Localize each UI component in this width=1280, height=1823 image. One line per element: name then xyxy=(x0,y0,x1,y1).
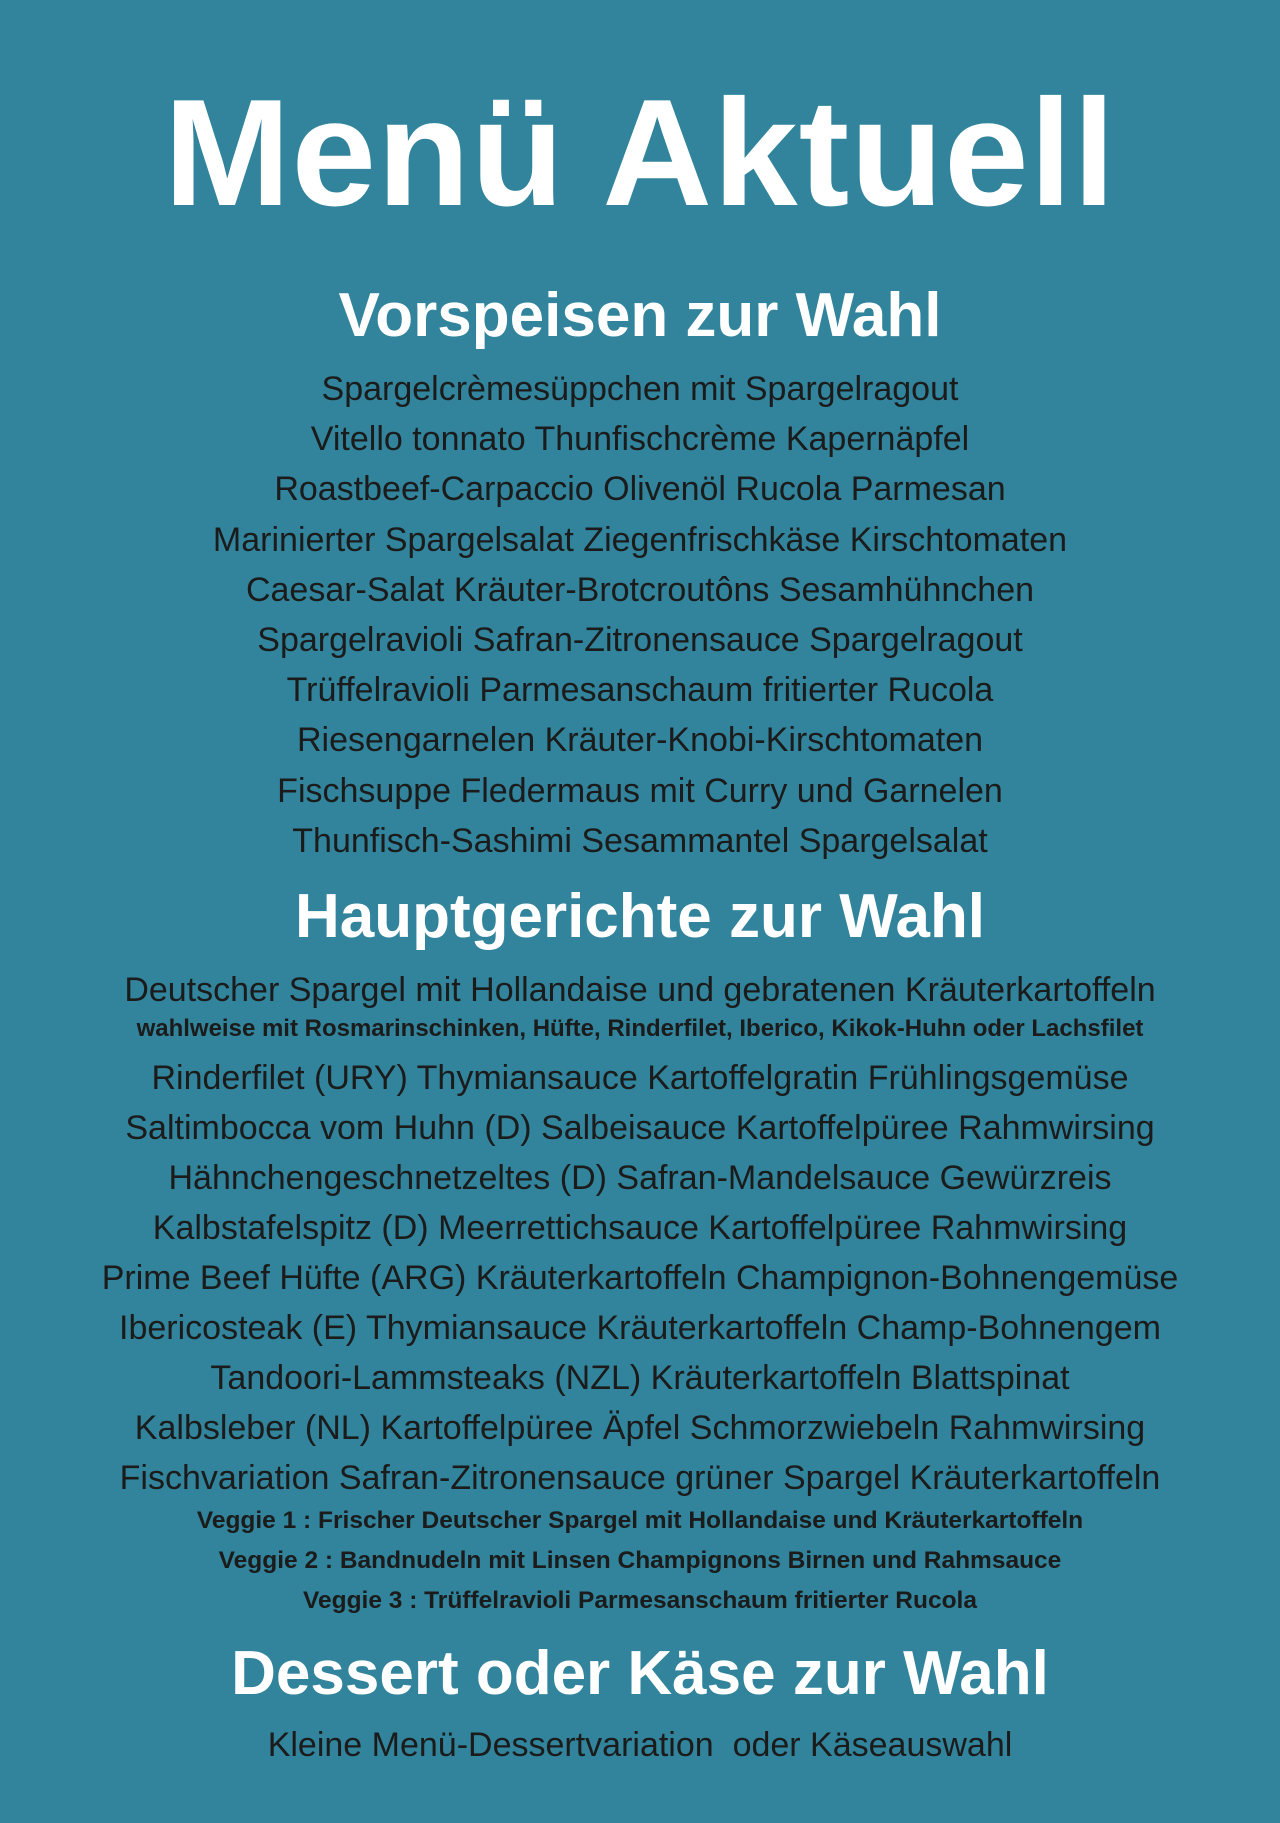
vorspeisen-list xyxy=(0,364,1280,866)
list-item: Spargelcrèmesüppchen mit Spargelragout xyxy=(321,370,959,408)
veggie-list xyxy=(0,1501,1280,1621)
list-item: Veggie 2 : Bandnudeln mit Linsen Champignons Birnen und Rahmsauce xyxy=(218,1547,1062,1574)
list-item: Hähnchengeschnetzeltes (D) Safran-Mandelsauce Gewürzreis xyxy=(168,1159,1112,1197)
list-item: Saltimbocca vom Huhn (D) Salbeisauce Kartoffelpüree Rahmwirsing xyxy=(125,1109,1155,1147)
list-item: Rinderfilet (URY) Thymiansauce Kartoffelgratin Frühlingsgemüse xyxy=(151,1059,1129,1097)
list-item: Vitello tonnato Thunfischcrème Kapernäpfel xyxy=(310,420,970,459)
list-item: Prime Beef Hüfte (ARG) Kräuterkartoffeln Champignon-Bohnengemüse xyxy=(101,1259,1179,1297)
list-item: Fischvariation Safran-Zitronensauce grüner Spargel Kräuterkartoffeln xyxy=(119,1459,1161,1497)
list-item: Veggie 3 : Trüffelravioli Parmesanschaum fritierter Rucola xyxy=(303,1587,977,1614)
section-heading-hauptgerichte: Hauptgerichte zur Wahl xyxy=(294,882,986,951)
list-item: Tandoori-Lammsteaks (NZL) Kräuterkartoffeln Blattspinat xyxy=(210,1359,1070,1397)
list-item: Marinierter Spargelsalat Ziegenfrischkäse Kirschtomaten xyxy=(212,520,1068,559)
list-item: Ibericosteak (E) Thymiansauce Kräuterkartoffeln Champ-Bohnengem xyxy=(119,1309,1161,1347)
list-item: Kleine Menü-Dessertvariation oder Käseauswahl xyxy=(267,1726,1013,1764)
list-item-note: wahlweise mit Rosmarinschinken, Hüfte, Rinderfilet, Iberico, Kikok-Huhn oder Lachsfilet xyxy=(136,1015,1144,1042)
list-item: Thunfisch-Sashimi Sesammantel Spargelsalat xyxy=(292,821,988,860)
list-item: Caesar-Salat Kräuter-Brotcroutôns Sesamhühnchen xyxy=(245,570,1035,609)
list-item: Riesengarnelen Kräuter-Knobi-Kirschtomaten xyxy=(296,721,984,760)
dessert-list xyxy=(0,1721,1280,1769)
list-item: Roastbeef-Carpaccio Olivenöl Rucola Parmesan xyxy=(274,470,1006,509)
section-heading-vorspeisen: Vorspeisen zur Wahl xyxy=(338,281,942,350)
menu-title: Menü Aktuell xyxy=(163,68,1117,238)
list-item: Fischsuppe Fledermaus mit Curry und Garnelen xyxy=(277,771,1003,810)
list-item: Deutscher Spargel mit Hollandaise und gebratenen Kräuterkartoffeln xyxy=(124,971,1156,1009)
list-item: Kalbsleber (NL) Kartoffelpüree Äpfel Schmorzwiebeln Rahmwirsing xyxy=(134,1409,1146,1447)
hauptgerichte-list xyxy=(0,965,1280,1503)
list-item: Veggie 1 : Frischer Deutscher Spargel mit Hollandaise und Kräuterkartoffeln xyxy=(196,1507,1084,1534)
list-item: Kalbstafelspitz (D) Meerrettichsauce Kartoffelpüree Rahmwirsing xyxy=(152,1209,1128,1247)
section-heading-dessert: Dessert oder Käse zur Wahl xyxy=(231,1639,1049,1708)
list-item: Trüffelravioli Parmesanschaum fritierter Rucola xyxy=(286,671,994,710)
list-item: Spargelravioli Safran-Zitronensauce Spargelragout xyxy=(257,621,1023,660)
